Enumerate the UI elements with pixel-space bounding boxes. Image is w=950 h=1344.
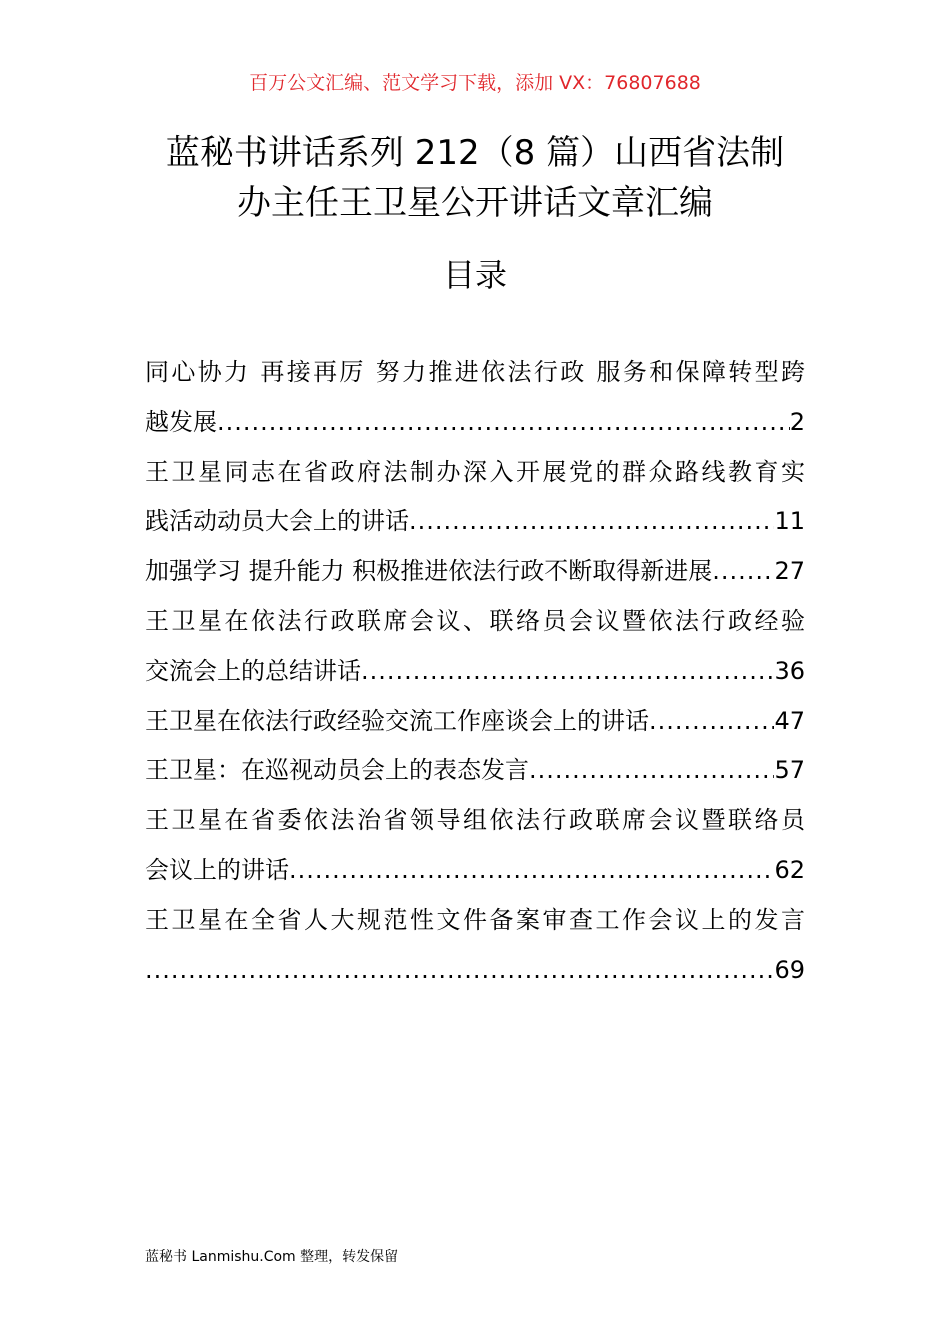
- footer-note: 蓝秘书 Lanmishu.Com 整理，转发保留: [145, 1249, 399, 1265]
- toc-entry-title-line: 王卫星在依法行政联席会议、联络员会议暨依法行政经验: [145, 606, 805, 635]
- dot-leader: [409, 497, 774, 547]
- toc-entry[interactable]: [145, 746, 805, 796]
- title-line-1: 蓝秘书讲话系列 212（8 篇）山西省法制: [165, 133, 785, 173]
- toc-entry[interactable]: [145, 448, 805, 548]
- toc-entry-title-line: 会议上的讲话: [145, 855, 289, 884]
- toc-entry-leader-line: [145, 846, 805, 896]
- dot-leader: [289, 846, 774, 896]
- toc-entry-title-line: 践活动动员大会上的讲话: [145, 507, 409, 536]
- dot-leader: [529, 746, 774, 796]
- download-banner: 百万公文汇编、范文学习下载，添加 VX：76807688: [249, 72, 701, 94]
- toc-entry-leader-line: [145, 946, 805, 996]
- toc-entry-title-line: 同心协力 再接再厉 努力推进依法行政 服务和保障转型跨: [145, 358, 805, 386]
- toc-entry-page: 11: [774, 507, 805, 536]
- toc-entry-page: 69: [774, 955, 805, 984]
- toc-entry-title-line: 越发展: [145, 407, 217, 436]
- toc-heading: 目录: [442, 256, 507, 294]
- table-of-contents: [145, 348, 805, 995]
- toc-entry-title-line: 王卫星同志在省政府法制办深入开展党的群众路线教育实: [145, 457, 805, 486]
- toc-entry[interactable]: [145, 597, 805, 697]
- toc-entry[interactable]: [145, 547, 805, 597]
- toc-entry-title-line: 交流会上的总结讲话: [145, 656, 361, 685]
- toc-entry-leader-line: [145, 746, 805, 796]
- dot-leader: [361, 647, 774, 697]
- dot-leader: [712, 547, 774, 597]
- toc-entry[interactable]: [145, 796, 805, 896]
- document-title: [0, 128, 950, 228]
- toc-entry-title-line: 王卫星在省委依法治省领导组依法行政联席会议暨联络员: [145, 806, 805, 835]
- toc-entry-leader-line: [145, 497, 805, 547]
- dot-leader: [649, 697, 774, 747]
- toc-entry-title-line: 王卫星在依法行政经验交流工作座谈会上的讲话: [145, 706, 649, 735]
- toc-entry-leader-line: [145, 697, 805, 747]
- toc-entry-page: 2: [789, 407, 805, 436]
- toc-entry-page: 47: [774, 706, 805, 735]
- toc-entry-page: 62: [774, 855, 805, 884]
- toc-entry-leader-line: [145, 647, 805, 697]
- dot-leader: [217, 398, 790, 448]
- toc-entry-title-line: 加强学习 提升能力 积极推进依法行政不断取得新进展: [145, 557, 713, 586]
- toc-entry-leader-line: [145, 547, 805, 597]
- toc-entry-title-line: 王卫星：在巡视动员会上的表态发言: [145, 756, 529, 785]
- toc-entry-title-line: 王卫星在全省人大规范性文件备案审查工作会议上的发言: [145, 905, 805, 934]
- toc-entry-page: 36: [774, 656, 805, 685]
- toc-entry[interactable]: [145, 697, 805, 747]
- toc-entry-leader-line: [145, 398, 805, 448]
- toc-entry[interactable]: [145, 896, 805, 996]
- toc-entry-page: 57: [774, 756, 805, 785]
- toc-entry[interactable]: [145, 348, 805, 448]
- toc-entry-page: 27: [774, 557, 805, 586]
- dot-leader: [145, 946, 774, 996]
- title-line-2: 办主任王卫星公开讲话文章汇编: [237, 183, 713, 223]
